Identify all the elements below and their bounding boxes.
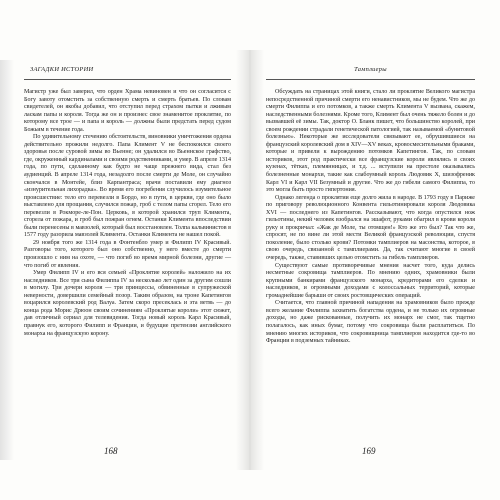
left-paragraph: По удивительному стечению обстоятельств, виновники уничтожения ордена действительно прожили недолго. Папа Климент V не беспокоился своего здоровья после суровой зимы во Вьенне; он удалился во Вьеннское графство, где, окруженный кардиналами и своими родственниками, и умер. В апреле 1314 года, по пути, сделанному как будто не чаще прежнего вида, стал без аудиенций. В апреле 1314 года, незадолго после смерти де Моле, он случайно скончался в Монтейе, близ Карпантраса; врачи поставили ему диагноз «изнурительная лихорадка». Во время его погребения случилось изумительное происшествие: тело его перевезли в Бордо, но в пути, в церкви, где оно было выставлено для прощания, случился пожар, гроб с телом папы сгорел. Тело его перевезли в Рокморе-ле-Пон. Церковь, в которой хранился труп Климента, сгорела от пожара, и гроб был пожран огнем. Останки Климента впоследствии были перенесены в мавзолей, который был восстановлен. Толпа кальвинистов в 1577 году разорила мавзолей Климента. Останки Климента не нашел покой. (24, 134, 231, 239)
left-page (24, 66, 231, 456)
right-paragraph: Считается, что главной причиной нападения на храмовников было прежде всего желание Филиппа захватить богатства ордена, и не только их огромные доходы, но даже рискованные, получить их монарх не смог, так тщетно полагалось, как иных бумаг, потому что сокровища были расплатиться. По мнению многих историков, что сокровищница тамплиеров находится где-то во Франции в подземных тайниках. (266, 300, 475, 345)
right-running-head (266, 66, 475, 80)
right-page-number: 169 (362, 446, 376, 456)
left-paragraph: Магистр уже был заверил, что орден Храма невиновен и что он согласится с Богу завоту отомстить за собственную смерть и смерть братьев. По словам свидетелей, он якобы добавил, что отступил перед страхом пытки и лживым ласкам папы и короля. Тогда же он и произнес свое знаменитое проклятие, по которому все трое — и папа и король — должны были предстать перед судом Божьим в течение года. (24, 89, 231, 133)
right-paragraph: Обсуждать на страницах этой книги, стало ли проклятие Великого магистра непосредственной причиной смерти его ненавистников, мы не будем. Что же до смерти Филиппа и его потомков, а также смерть Климента V вызвана, скажем, наследственными болезнями. Кроме того, Климент был очень тяжело болен и до вызвавшей её зимы. Так, доктор О. Бланк пишет, что большинство королей, при своем рождении страдали генетической патологией, так называемой «бунитовой болезнью». Некоторые же исследователи связывают ее, обрушившиеся на французский королевский дом в XIV—XV веках, кровосмесительными браками, которые и привели к вырождению потомков Капетингов. Так, по словам историков, этот род практически все французские короли являлись в своих кузенах, тётках, племянницах, и т.д. ... вступили на престоле оказывались болезненные монархи, такие как слабоумный король Людовик X, шизофреник Карл VI и Карл VII Безумный и другие. Что же до гибели самого Филиппа, то это могла быть просто гипертония. (266, 89, 475, 194)
left-paragraph: Умер Филипп IV и его вся семьей «Проклятие королей» наложило на их наследников. Все три сына Филиппа IV за несколько лет один за другим сошли в могилу. Три дочери короля — три принцессы, обвиненные в супружеской неверности, довершили семейный позор. Таким образом, на троне Капетингов воцарился королевский род Валуа. Затем скоро пресеклась и эта ветвь — до конца рода Морис Дрюон своим сочинениям «Проклятые короли» этот сюжет, дав отличный сериал для телевидения. Тогда новый король Карл Красивый, правнук его, которого Филипп и Франции, и будущие претензии английского монарха на французскую корону. (24, 270, 231, 337)
book-gutter (236, 50, 264, 470)
left-page-text (24, 89, 231, 338)
left-paragraph: 29 ноября того же 1314 года в Фонтенбло умер и Филипп IV Красивый. Разговоры того, которого был оно собственно, у него вместе до смерти произошло с ним на охоте, — что погиб во время мирной болезни, другие — что погиб от явления. (24, 239, 231, 269)
right-running-head-text: Тамплиеры (354, 66, 387, 73)
left-running-head (24, 66, 231, 80)
page-edge-shadow (0, 60, 14, 460)
right-paragraph: Существуют самые противоречивые мнения насчет того, куда делись несметные сокровища тамплиеров. По мнению одних, храмовники были крупными банкирами французского монарха, кредиторами его сделки и наследников, и огромными доходами с колоссальных территорий, которые громаднейшие барыши от своих ростовщических операций. (266, 262, 475, 299)
right-paragraph: Однако легенда о проклятии еще долго жила в народе. В 1793 году в Париже по приговору революционного Конвента гильотинировали короля Людовика XVI — последнего из Капетингов. Рассказывают, что когда опустился нож гильотины, некий человек взобрался на эшафот, руками обагрил в крови короля руку и прокричал: «Жак де Моле, ты отомщен!» Кто же это был? Так что же, спросят, не по вине ли этой мести Великой французской революции, спустя поколение, было столько крови? Потомки тамплиеров на масонства, которое, в свою очередь, связанной с тамплиерами. Да, так считают многие в своей очередь, также, ставивших целью отомстить за гибель тамплиеров. (266, 194, 475, 262)
right-page (266, 66, 475, 456)
left-page-number: 168 (104, 446, 118, 456)
right-page-text (266, 89, 475, 346)
left-running-head-text: ЗАГАДКИ ИСТОРИИ (30, 66, 94, 73)
